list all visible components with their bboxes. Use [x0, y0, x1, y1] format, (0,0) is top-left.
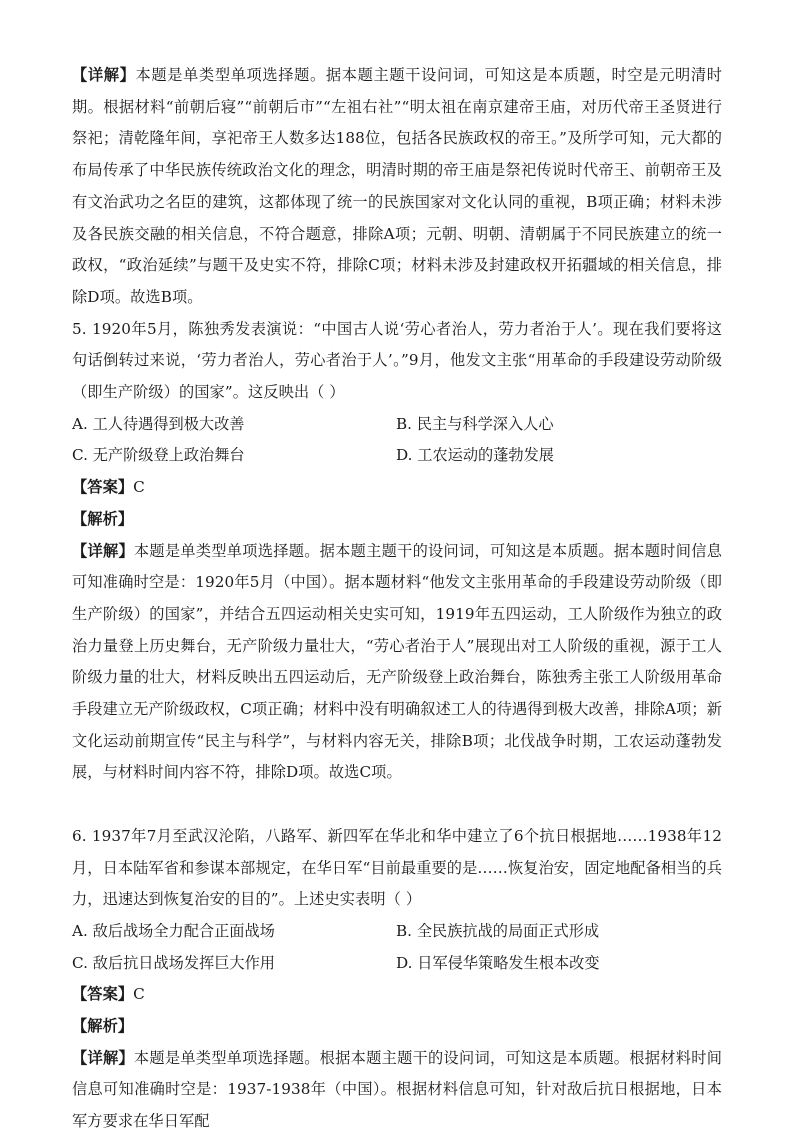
q5-answer-value: C — [133, 478, 145, 497]
q5-options — [72, 409, 722, 472]
q5-option-a: A. 工人待遇得到极大改善 — [72, 414, 245, 433]
q5-detail-label: 【详解】 — [72, 541, 134, 560]
q5-analysis-label: 【解析】 — [72, 509, 134, 528]
q6-options — [72, 916, 722, 979]
q6-detail-label: 【详解】 — [72, 1048, 134, 1067]
q6-option-b: B. 全民族抗战的局面正式形成 — [396, 921, 600, 940]
q6-answer — [72, 979, 722, 1011]
q6-analysis-label: 【解析】 — [72, 1017, 134, 1036]
q5-option-c: C. 无产阶级登上政治舞台 — [72, 446, 245, 465]
q5-detail — [72, 536, 722, 790]
q6-detail — [72, 1043, 722, 1138]
q5-detail-text: 本题是单类型单项选择题。据本题主题干的设问词，可知这是本质题。据本题时间信息可知准确时空是：1920年5月（中国）。据本题材料“他发文主张用革命的手段建设劳动阶级（即生产阶级）的国家”，并结合五四运动相关史实可知，1919年五四运动，工人阶级作为独立的政治力量登上历史舞台，无产阶级力量壮大，“劳心者治于人”展现出对工人阶级的重视，源于工人阶级力量的壮大，材料反映出五四运动后，无产阶级登上政治舞台，陈独秀主张工人阶级用革命手段建立无产阶级政权，C项正确；材料中没有明确叙述工人的待遇得到极大改善，排除A项；新文化运动前期宣传“民主与科学”，与材料内容无关，排除B项；北伐战争时期，工农运动蓬勃发展，与材料时间内容不符，排除D项。故选C项。 — [72, 541, 722, 782]
q6-answer-value: C — [133, 985, 145, 1004]
document-content — [72, 60, 722, 1138]
q5-answer — [72, 472, 722, 504]
q6-option-c: C. 敌后抗日战场发挥巨大作用 — [72, 953, 275, 972]
q4-detail — [72, 60, 722, 314]
section-spacer — [72, 789, 722, 821]
q6-answer-label: 【答案】 — [72, 985, 134, 1004]
q6-detail-text: 本题是单类型单项选择题。根据本题主题干的设问词，可知这是本质题。根据材料时间信息可知准确时空是：1937-1938年（中国）。根据材料信息可知，针对敌后抗日根据地，日本军方要求在华日军配 — [72, 1048, 722, 1131]
q5-answer-label: 【答案】 — [72, 478, 134, 497]
q6-option-a: A. 敌后战场全力配合正面战场 — [72, 921, 275, 940]
q5-option-b: B. 民主与科学深入人心 — [396, 414, 554, 433]
q4-detail-label: 【详解】 — [72, 66, 136, 84]
q5-option-d: D. 工农运动的蓬勃发展 — [396, 446, 554, 465]
q6-option-d: D. 日军侵华策略发生根本改变 — [396, 953, 600, 972]
q4-detail-text: 本题是单类型单项选择题。据本题主题干设问词，可知这是本质题，时空是元明清时期。根据材料“前朝后寝”“前朝后市”“左祖右社”“明太祖在南京建帝王庙，对历代帝王圣贤进行祭祀；清乾隆年间，享祀帝王人数多达188位，包括各民族政权的帝王。”及所学可知，元大都的布局传承了中华民族传统政治文化的理念，明清时期的帝王庙是祭祀传说时代帝王、前朝帝王及有文治武功之名臣的建筑，这都体现了统一的民族国家对文化认同的重视，B项正确；材料未涉及各民族交融的相关信息，不符合题意，排除A项；元朝、明朝、清朝属于不同民族建立的统一政权，“政治延续”与题干及史实不符，排除C项；材料未涉及封建政权开拓疆域的相关信息，排除D项。故选B项。 — [72, 66, 723, 306]
q6-stem: 6. 1937年7月至武汉沦陷，八路军、新四军在华北和华中建立了6个抗日根据地……1938年12月，日本陆军省和参谋本部规定，在华日军“目前最重要的是……恢复治安，固定地配备相当的兵力，迅速达到恢复治安的目的”。上述史实表明（ ） — [72, 826, 722, 909]
q5-stem: 5. 1920年5月，陈独秀发表演说：“中国古人说‘劳心者治人，劳力者治于人’。现在我们要将这句话倒转过来说，‘劳力者治人，劳心者治于人’。”9月，他发文主张“用革命的手段建设劳动阶级（即生产阶级）的国家”。这反映出（ ） — [72, 319, 722, 402]
